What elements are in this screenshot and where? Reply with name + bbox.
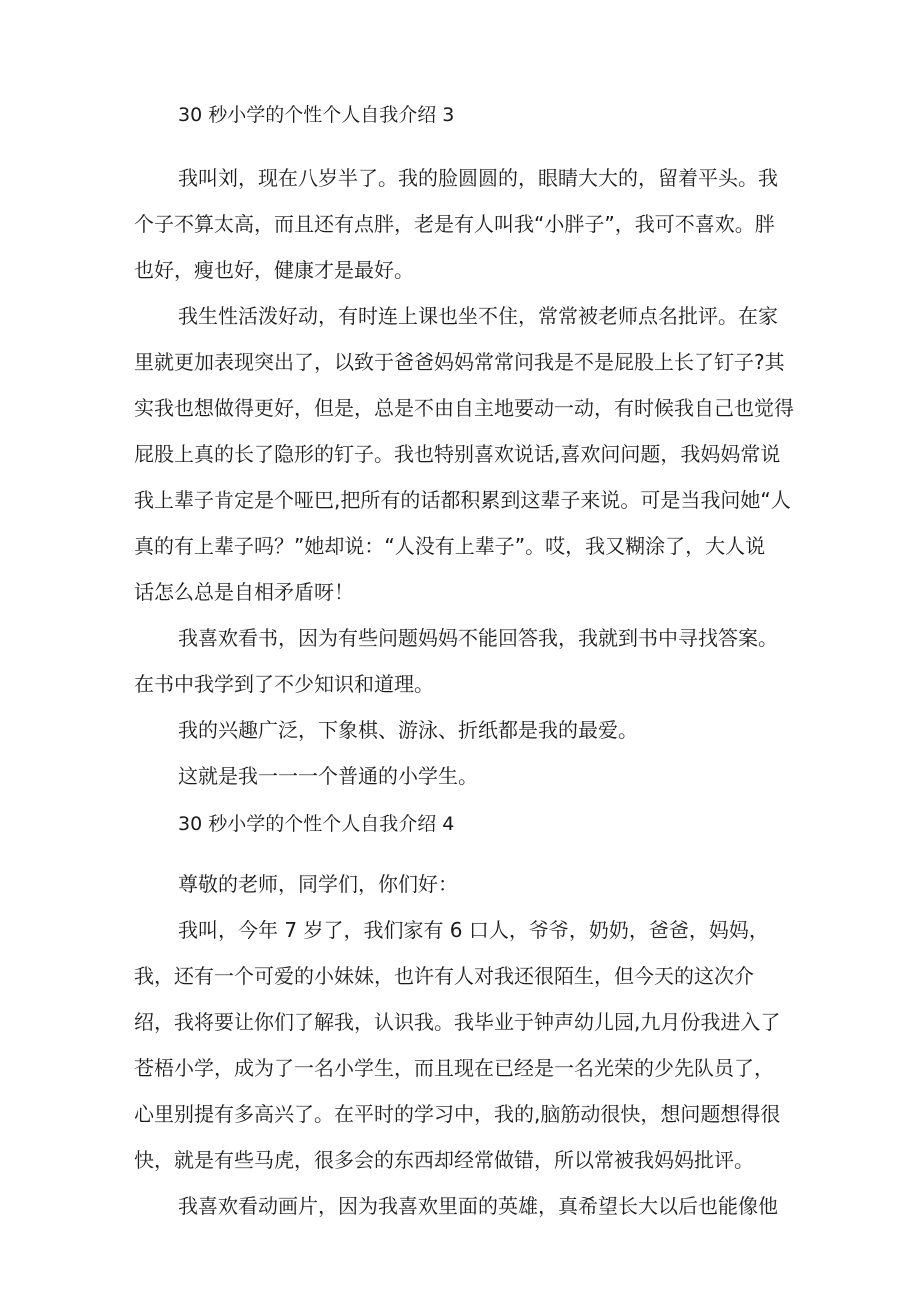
text-line: 我上辈子肯定是个哑巴,把所有的话都积累到这辈子来说。可是当我问她“人	[134, 488, 791, 512]
text-line: 我喜欢看书，因为有些问题妈妈不能回答我，我就到书中寻找答案。	[178, 626, 778, 650]
text-line: 我，还有一个可爱的小妹妹，也许有人对我还很陌生，但今天的这次介	[134, 964, 754, 988]
text-line: 我的兴趣广泛，下象棋、游泳、折纸都是我的最爱。	[178, 718, 638, 742]
text-line: 苍梧小学，成为了一名小学生，而且现在已经是一名光荣的少先队员了，	[134, 1056, 774, 1080]
text-line: 我生性活泼好动，有时连上课也坐不住，常常被老师点名批评。在家	[178, 304, 778, 328]
text-line: 我叫，今年 7 岁了，我们家有 6 口人，爷爷，奶奶，爸爸，妈妈，	[178, 918, 769, 942]
text-line: 真的有上辈子吗？”她却说：“人没有上辈子”。哎，我又糊涂了，大人说	[134, 534, 766, 558]
text-line: 在书中我学到了不少知识和道理。	[134, 672, 434, 696]
text-line: 里就更加表现突出了，以致于爸爸妈妈常常问我是不是屁股上长了钉子?其	[134, 350, 785, 374]
text-line: 也好，瘦也好，健康才是最好。	[134, 258, 414, 282]
text-line: 这就是我一一一个普通的小学生。	[178, 764, 478, 788]
text-line: 话怎么总是自相矛盾呀！	[134, 580, 354, 604]
text-line: 绍，我将要让你们了解我，认识我。我毕业于钟声幼儿园,九月份我进入了	[134, 1010, 781, 1034]
text-line: 屁股上真的长了隐形的钉子。我也特别喜欢说话,喜欢问问题，我妈妈常说	[134, 442, 781, 466]
text-line: 心里别提有多高兴了。在平时的学习中，我的,脑筋动很快，想问题想得很	[134, 1102, 781, 1126]
text-line: 实我也想做得更好，但是，总是不由自主地要动一动，有时候我自己也觉得	[134, 396, 794, 420]
section-3-title: 30 秒小学的个性个人自我介绍 3	[178, 104, 455, 126]
text-line: 我喜欢看动画片，因为我喜欢里面的英雄，真希望长大以后也能像他	[178, 1194, 778, 1218]
text-line: 尊敬的老师，同学们，你们好：	[178, 872, 458, 896]
text-line: 个子不算太高，而且还有点胖，老是有人叫我“小胖子”，我可不喜欢。胖	[134, 212, 775, 236]
text-line: 我叫刘，现在八岁半了。我的脸圆圆的，眼睛大大的，留着平头。我	[178, 166, 778, 190]
section-4-title: 30 秒小学的个性个人自我介绍 4	[178, 813, 455, 835]
text-line: 快，就是有些马虎，很多会的东西却经常做错，所以常被我妈妈批评。	[134, 1148, 754, 1172]
